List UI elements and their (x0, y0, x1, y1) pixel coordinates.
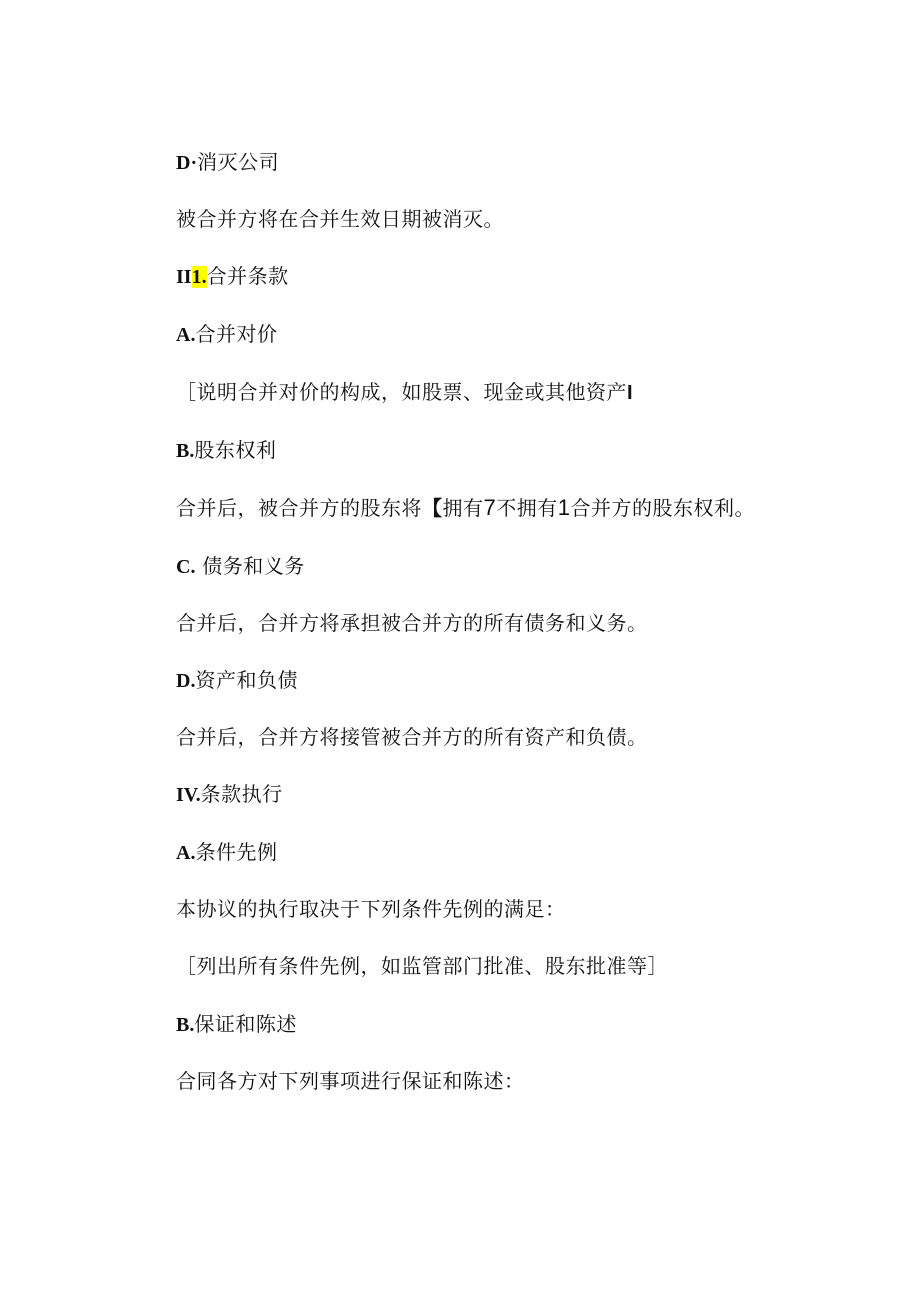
paragraph-text: 合并方的股东权利。 (570, 496, 755, 520)
paragraph-consideration-placeholder (176, 378, 633, 407)
paragraph-text: 本协议的执行取决于下列条件先例的满足： (176, 897, 566, 921)
paragraph-assets (176, 723, 648, 751)
paragraph-text: ［列出所有条件先例，如监管部门批准、股东批准等］ (176, 954, 668, 978)
paragraph-shareholder-rights (176, 494, 755, 523)
heading-d-assets-liabilities (176, 666, 298, 695)
heading-marker: A. (176, 324, 196, 346)
paragraph-text: 合并后，被合并方的股东将 (176, 496, 422, 520)
heading-marker: B. (176, 1014, 195, 1036)
heading-a-merger-consideration (176, 320, 277, 349)
section-marker: IV. (176, 784, 201, 806)
paragraph-text: 被合并方将在合并生效日期被消灭。 (176, 207, 504, 231)
paragraph-text: 不拥有 (496, 496, 558, 520)
heading-marker: A. (176, 842, 196, 864)
option-number: 1 (557, 495, 571, 520)
heading-marker: C. (176, 556, 196, 578)
heading-text: 保证和陈述 (194, 1012, 297, 1036)
paragraph-dissolution (176, 205, 504, 233)
section-heading-merger-terms (176, 262, 289, 291)
paragraph-debts (176, 609, 648, 637)
paragraph-text: ［说明合并对价的构成，如股票、现金或其他资产 (176, 380, 627, 404)
paragraph-conditions-placeholder (176, 952, 668, 980)
heading-text: 资产和负债 (195, 668, 298, 692)
heading-d-dissolved-company (176, 148, 279, 177)
heading-text: 条件先例 (195, 840, 278, 864)
option-number: 7 (483, 495, 497, 520)
heading-b-warranties (176, 1010, 297, 1039)
heading-c-debts-obligations (176, 552, 305, 581)
heading-marker: D. (176, 670, 196, 692)
heading-marker: D· (176, 152, 198, 174)
highlighted-marker: 1. (191, 266, 207, 288)
paragraph-conditions (176, 895, 566, 923)
heading-a-conditions-precedent (176, 838, 277, 867)
paragraph-text: 合同各方对下列事项进行保证和陈述： (176, 1069, 525, 1093)
paragraph-warranties (176, 1067, 525, 1095)
heading-text: 债务和义务 (195, 554, 305, 578)
heading-text: 消灭公司 (197, 150, 280, 174)
heading-marker: B. (176, 440, 195, 462)
paragraph-text: 合并后，合并方将承担被合并方的所有债务和义务。 (176, 611, 648, 635)
bracket-open-glyph: 【 (422, 498, 443, 520)
section-heading-execution (176, 780, 283, 809)
heading-text: 合并对价 (195, 322, 278, 346)
section-marker: II (176, 266, 192, 288)
paragraph-text: 拥有 (442, 496, 484, 520)
heading-text: 股东权利 (194, 438, 277, 462)
bracket-end-glyph: I (627, 382, 634, 404)
section-heading-text: 合并条款 (206, 264, 289, 288)
paragraph-text: 合并后，合并方将接管被合并方的所有资产和负债。 (176, 725, 648, 749)
section-heading-text: 条款执行 (200, 782, 283, 806)
heading-b-shareholder-rights (176, 436, 276, 465)
